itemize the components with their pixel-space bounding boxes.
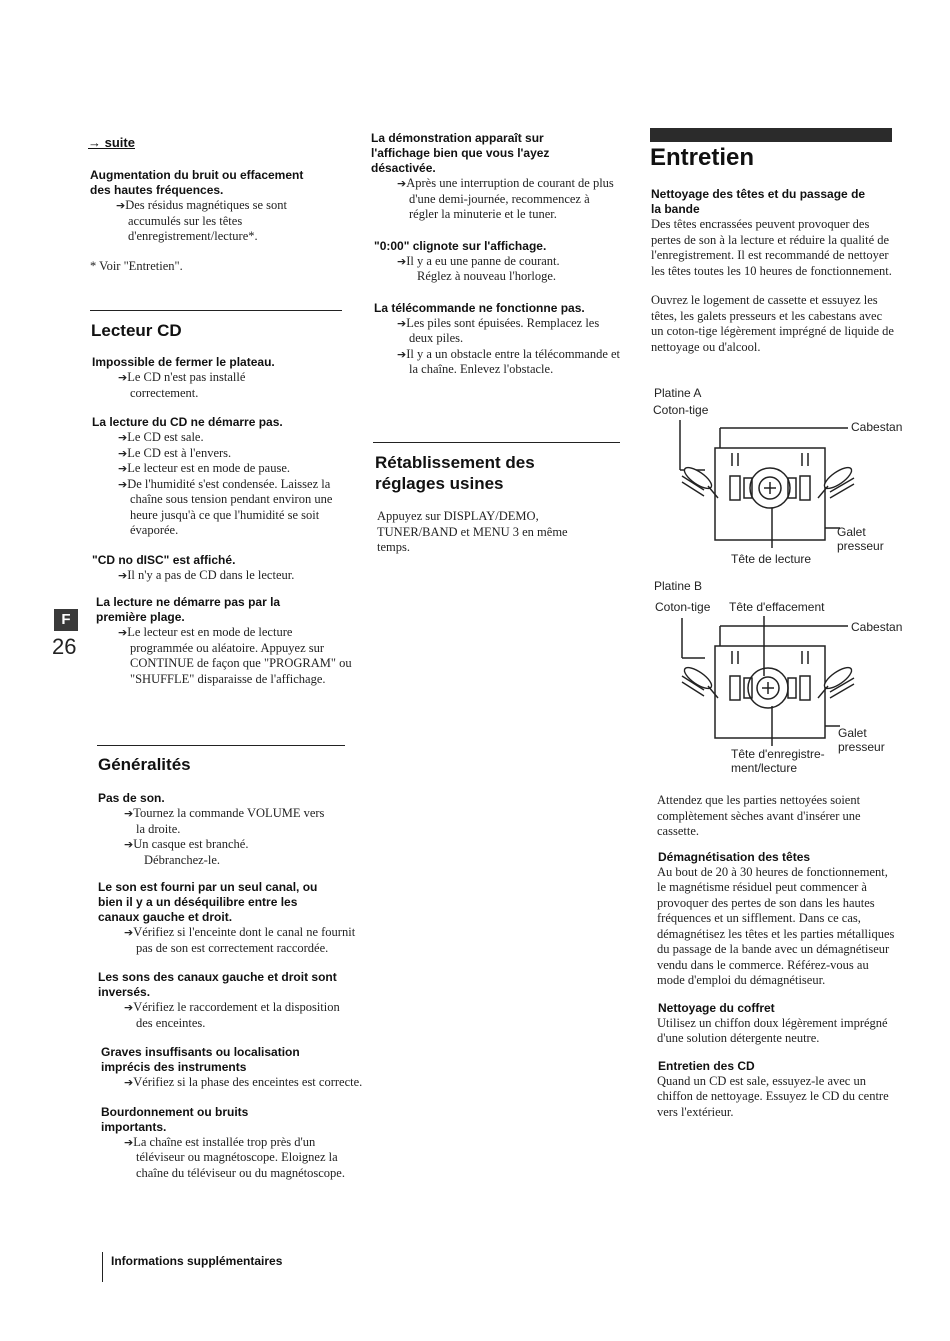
g4-answer: ➔Vérifiez si la phase des enceintes est correcte. [124, 1075, 363, 1089]
page-number: 26 [52, 634, 77, 659]
footer-label: Informations supplémentaires [111, 1254, 283, 1268]
coffret-body: Utilisez un chiffon doux légèrement imprégné d'une solution détergente neutre. [657, 1015, 888, 1045]
right-arrow-icon: ➔ [124, 1135, 134, 1149]
g2-answer: ➔Vérifiez si l'enceinte dont le canal ne fournit pas de son est correctement raccordée. [124, 925, 356, 955]
column-middle [371, 131, 621, 378]
d2-title: "0:00" clignote sur l'affichage. [374, 238, 547, 253]
right-arrow-icon: ➔ [118, 446, 128, 460]
platine-a-presseur-label: presseur [837, 539, 884, 553]
platine-a-diagram [660, 418, 860, 548]
footnote: * Voir "Entretien". [90, 258, 183, 273]
column-left [90, 135, 355, 274]
demagnetisation-title: Démagnétisation des têtes [658, 849, 811, 864]
g1-answer-1: ➔Tournez la commande VOLUME vers la droite. [124, 806, 325, 836]
platine-b-galet-label: Galet [838, 726, 867, 740]
q1-title: Impossible de fermer le plateau. [92, 355, 275, 369]
aug-answer: ➔Des résidus magnétiques se sont accumulés sur les têtes d'enregistrement/lecture*. [116, 198, 287, 243]
d2-answer-b: Réglez à nouveau l'horloge. [417, 269, 557, 283]
right-arrow-icon: ➔ [116, 199, 126, 212]
right-arrow-icon: ➔ [397, 177, 407, 190]
platine-a-title: Platine A [654, 386, 702, 400]
footer-bar [102, 1252, 103, 1282]
platine-a-tete-lecture-label: Tête de lecture [731, 552, 812, 566]
g3-answer: ➔Vérifiez le raccordement et la disposition des enceintes. [124, 1000, 340, 1030]
g3-title: Les sons des canaux gauche et droit sont inversés. [98, 970, 337, 999]
q2-answer-4: ➔De l'humidité s'est condensée. Laissez la chaîne sous tension pendant environ une heure jusqu'à ce que l'humidité se soit évaporée. [118, 476, 333, 537]
platine-b-diagram [660, 616, 860, 748]
q1-answer: ➔Le CD n'est pas installé correctement. [118, 370, 246, 400]
g5-answer: ➔La chaîne est installée trop près d'un téléviseur ou magnétoscope. Eloignez la chaîne du téléviseur ou du magnétoscope. [124, 1134, 345, 1180]
cd-care-body: Quand un CD est sale, essuyez-le avec un chiffon de nettoyage. Essuyez le CD du centre vers l'extérieur. [657, 1073, 889, 1119]
lecteur-cd-title: Lecteur CD [91, 321, 182, 340]
column-right-top [651, 187, 897, 355]
right-arrow-icon: ➔ [124, 1001, 134, 1014]
generalites-title: Généralités [98, 755, 191, 774]
q4-title: La lecture ne démarre pas par la première plage. [96, 595, 281, 624]
g1-answer-2b: Débranchez-le. [144, 852, 220, 867]
d3-answer-2: ➔Il y a un obstacle entre la télécommande et la chaîne. Enlevez l'obstacle. [397, 346, 621, 376]
platine-b-tete-enr-label-1: Tête d'enregistre- [731, 747, 825, 761]
q2-title: La lecture du CD ne démarre pas. [92, 415, 283, 429]
q2-answer-1: ➔Le CD est sale. [118, 430, 204, 444]
platine-b-presseur-label: presseur [838, 740, 885, 754]
side-tab-letter: F [61, 611, 71, 628]
d3-title: La télécommande ne fonctionne pas. [374, 300, 585, 315]
g2-title: Le son est fourni par un seul canal, ou bien il y a un déséquilibre entre les canaux gauche et droit. [98, 880, 318, 924]
generalites-section [98, 791, 363, 1181]
n1-body-2: Ouvrez le logement de cassette et essuyez les têtes, les galets presseurs et les cabestans avec un coton-tige légèrement imprégné de liquide de nettoyage ou d'alcool. [651, 293, 894, 354]
right-arrow-icon: ➔ [118, 371, 128, 384]
entretien-header-bar [650, 128, 892, 142]
right-arrow-icon: ➔ [397, 254, 407, 268]
right-arrow-icon: ➔ [397, 316, 407, 330]
g4-title: Graves insuffisants ou localisation imprécis des instruments [101, 1045, 300, 1074]
right-arrow-icon: ➔ [124, 1076, 134, 1089]
right-arrow-icon: ➔ [124, 926, 134, 939]
platine-b-tete-effacement-label: Tête d'effacement [729, 600, 825, 614]
right-arrow-icon: ➔ [118, 626, 128, 639]
n1-body: Des têtes encrassées peuvent provoquer des pertes de son à la lecture et réduire la qualité de l'enregistrement. Il est recommandé de nettoyer les têtes toutes les 10 heures de fonctionnement. [651, 217, 892, 278]
platine-b-cabestan-label: Cabestan [851, 620, 903, 634]
lecteur-cd-section [92, 355, 354, 687]
right-arrow-icon: ➔ [397, 347, 407, 361]
g1-title: Pas de son. [98, 791, 165, 805]
n1-title: Nettoyage des têtes et du passage de la bande [651, 187, 866, 216]
g5-title: Bourdonnement ou bruits importants. [101, 1104, 249, 1134]
q2-answer-3: ➔Le lecteur est en mode de pause. [118, 461, 290, 475]
aug-title: Augmentation du bruit ou effacement des hautes fréquences. [90, 168, 304, 197]
right-arrow-icon: ➔ [124, 838, 134, 851]
suite-link: → suite [88, 135, 135, 150]
reset-title: Rétablissement des réglages usines [375, 453, 535, 493]
q2-answer-2: ➔Le CD est à l'envers. [118, 445, 232, 460]
attendez-text: Attendez que les parties nettoyées soient complètement sèches avant d'insérer une cassette. [657, 793, 861, 838]
divider-lecteur [90, 310, 342, 311]
platine-a-coton-label: Coton-tige [653, 403, 709, 417]
d1-answer: ➔Après une interruption de courant de plus d'une demi-journée, recommencez à régler la minuterie et le tuner. [397, 176, 614, 221]
cd-care-title: Entretien des CD [658, 1058, 755, 1073]
divider-reset [373, 442, 620, 443]
platine-b-coton-label: Coton-tige [655, 600, 711, 614]
d2-answer: ➔Il y a eu une panne de courant. [397, 253, 560, 268]
right-arrow-icon: ➔ [124, 807, 134, 820]
right-arrow-icon: ➔ [118, 568, 128, 582]
right-arrow-icon: ➔ [118, 462, 128, 475]
q3-title: "CD no dISC" est affiché. [92, 552, 236, 567]
right-arrow-icon: ➔ [118, 431, 128, 444]
divider-generalites [97, 745, 345, 746]
right-arrow-icon: ➔ [118, 477, 128, 491]
q3-answer: ➔Il n'y a pas de CD dans le lecteur. [118, 567, 295, 582]
d3-answer-1: ➔Les piles sont épuisées. Remplacez les deux piles. [397, 315, 600, 345]
entretien-title: Entretien [650, 144, 755, 171]
platine-a-galet-label: Galet [837, 525, 866, 539]
coffret-title: Nettoyage du coffret [658, 1000, 775, 1015]
q4-answer: ➔Le lecteur est en mode de lecture programmée ou aléatoire. Appuyez sur CONTINUE de façon que "PROGRAM" ou "SHUFFLE" disparaisse de l'affichage. [118, 625, 352, 686]
side-tab [54, 609, 78, 631]
platine-a-cabestan-label: Cabestan [851, 420, 903, 434]
platine-b-title: Platine B [654, 579, 703, 593]
d1-title: La démonstration apparaît sur l'affichage bien que vous l'ayez désactivée. [371, 131, 550, 175]
g1-answer-2: ➔Un casque est branché. [124, 837, 249, 851]
platine-b-tete-enr-label-2: ment/lecture [731, 761, 798, 775]
reset-body: Appuyez sur DISPLAY/DEMO, TUNER/BAND et MENU 3 en même temps. [377, 509, 568, 554]
column-right-bottom [657, 793, 899, 1120]
demagnetisation-body: Au bout de 20 à 30 heures de fonctionnement, le magnétisme résiduel peut commencer à provoquer des pertes de son dans les hautes fréquences et un sifflement. Dans ce cas, démagnétisez les têtes et les parties métalliques du passage de la bande avec un démagnétiseur vendu dans le commerce. Référez-vous au mode d'emploi du démagnétiseur. [657, 864, 895, 987]
